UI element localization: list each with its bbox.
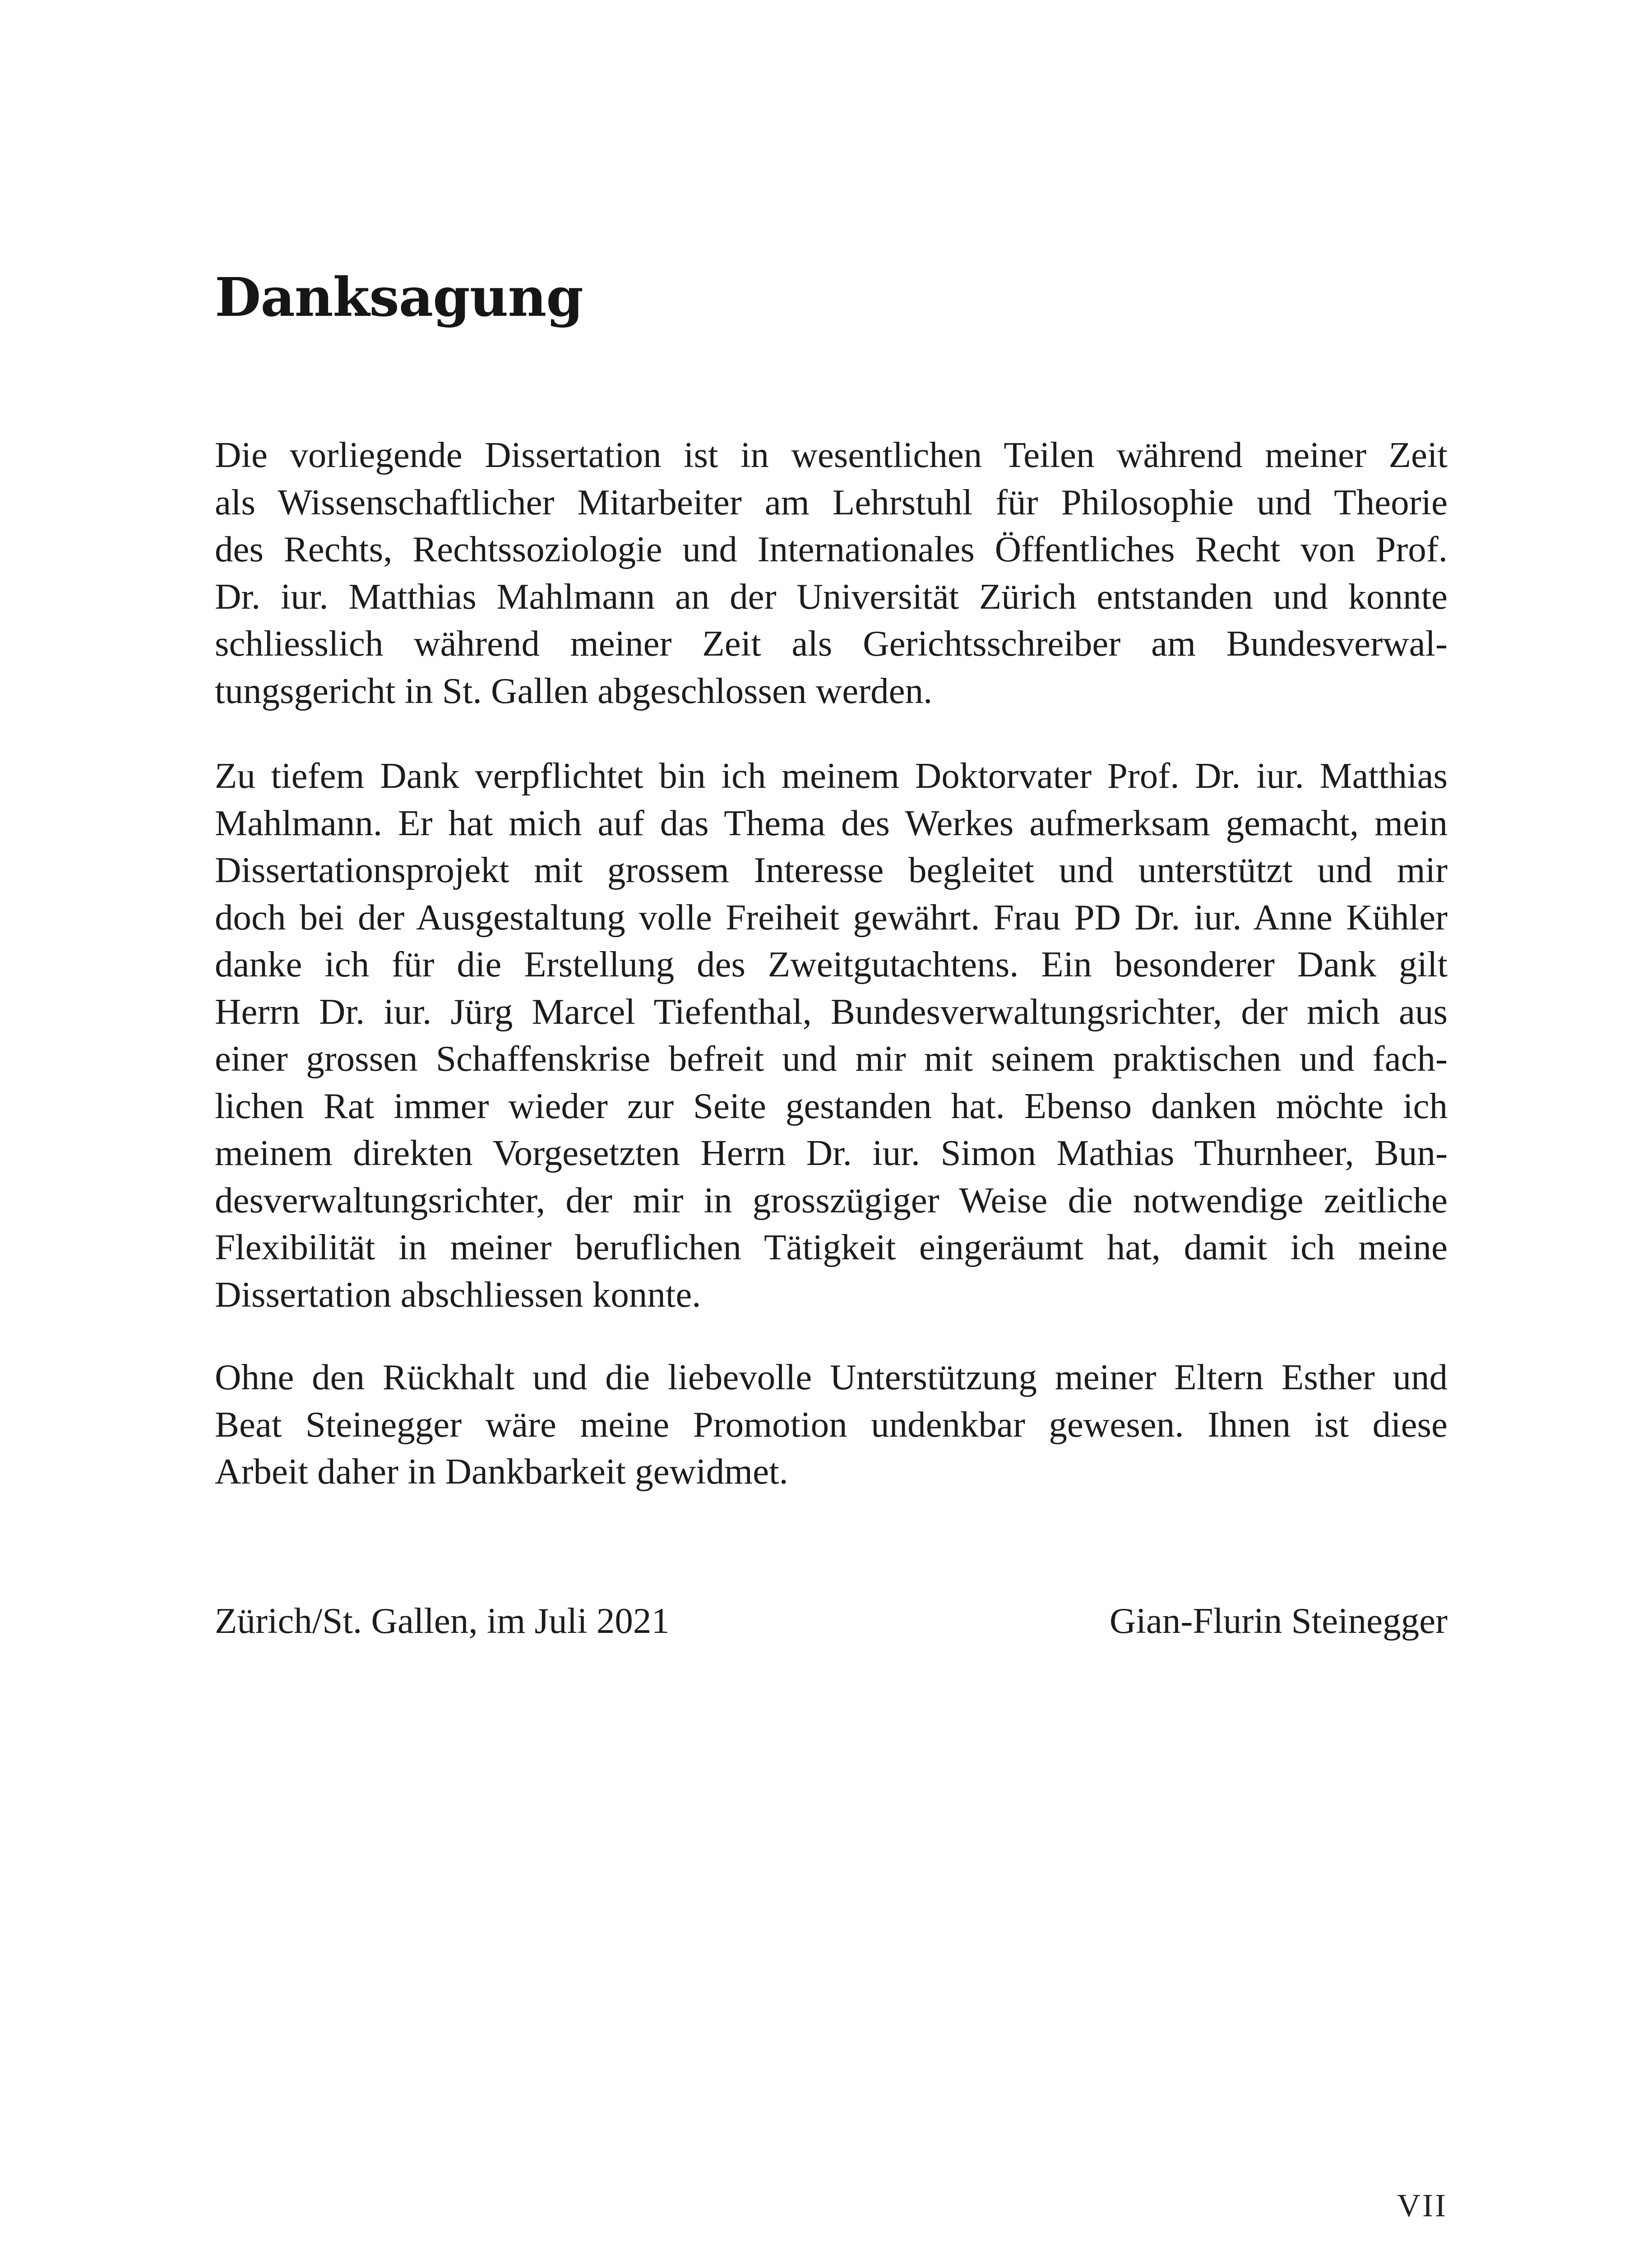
paragraph-2 [215, 752, 1448, 1318]
text-line: als Wissenschaftlicher Mitarbeiter am Lehrstuhl für Philosophie und Theorie [215, 481, 1448, 522]
text-line: Ohne den Rückhalt und die liebevolle Unterstützung meiner Eltern Esther und [215, 1357, 1448, 1397]
text-line: doch bei der Ausgestaltung volle Freiheit gewährt. Frau PD Dr. iur. Anne Kühler [215, 897, 1448, 938]
text-line: tungsgericht in St. Gallen abgeschlossen werden. [215, 670, 933, 711]
text-line: Herrn Dr. iur. Jürg Marcel Tiefenthal, Bundesverwaltungsrichter, der mich aus [215, 991, 1448, 1032]
text-line: Arbeit daher in Dankbarkeit gewidmet. [215, 1451, 788, 1492]
text-line: lichen Rat immer wieder zur Seite gestanden hat. Ebenso danken möchte ich [215, 1085, 1448, 1126]
text-line: desverwaltungsrichter, der mir in grosszügiger Weise die notwendige zeitliche [215, 1179, 1448, 1220]
text-line: danke ich für die Erstellung des Zweitgutachtens. Ein besonderer Dank gilt [215, 944, 1448, 985]
text-line: Flexibilität in meiner beruflichen Tätigkeit eingeräumt hat, damit ich meine [215, 1227, 1448, 1267]
text-line: Zu tiefem Dank verpflichtet bin ich meinem Doktorvater Prof. Dr. iur. Matthias [215, 755, 1448, 796]
author-name: Gian-Flurin Steinegger [1109, 1600, 1448, 1641]
text-line: einer grossen Schaffenskrise befreit und mir mit seinem praktischen und fach- [215, 1038, 1448, 1079]
text-line: Dissertation abschliessen konnte. [215, 1274, 701, 1315]
paragraph-3 [215, 1354, 1448, 1495]
text-line: des Rechts, Rechtssoziologie und Internationales Öffentliches Recht von Prof. [215, 529, 1448, 569]
signature-row [215, 1597, 1448, 1644]
text-line: meinem direkten Vorgesetzten Herrn Dr. iur. Simon Mathias Thurnheer, Bun- [215, 1133, 1448, 1173]
page-number: VII [1397, 2187, 1448, 2224]
text-line: schliesslich während meiner Zeit als Gerichtsschreiber am Bundesverwal- [215, 623, 1448, 664]
text-line: Mahlmann. Er hat mich auf das Thema des Werkes aufmerksam gemacht, mein [215, 802, 1448, 843]
paragraph-1 [215, 431, 1448, 714]
text-line: Beat Steinegger wäre meine Promotion undenkbar gewesen. Ihnen ist diese [215, 1404, 1448, 1445]
text-line: Dr. iur. Matthias Mahlmann an der Universität Zürich entstanden und konnte [215, 576, 1448, 617]
text-line: Dissertationsprojekt mit grossem Interesse begleitet und unterstützt und mir [215, 850, 1448, 890]
page-title: Danksagung [215, 266, 583, 328]
text-line: Die vorliegende Dissertation ist in wesentlichen Teilen während meiner Zeit [215, 435, 1448, 475]
place-date: Zürich/St. Gallen, im Juli 2021 [215, 1600, 670, 1641]
